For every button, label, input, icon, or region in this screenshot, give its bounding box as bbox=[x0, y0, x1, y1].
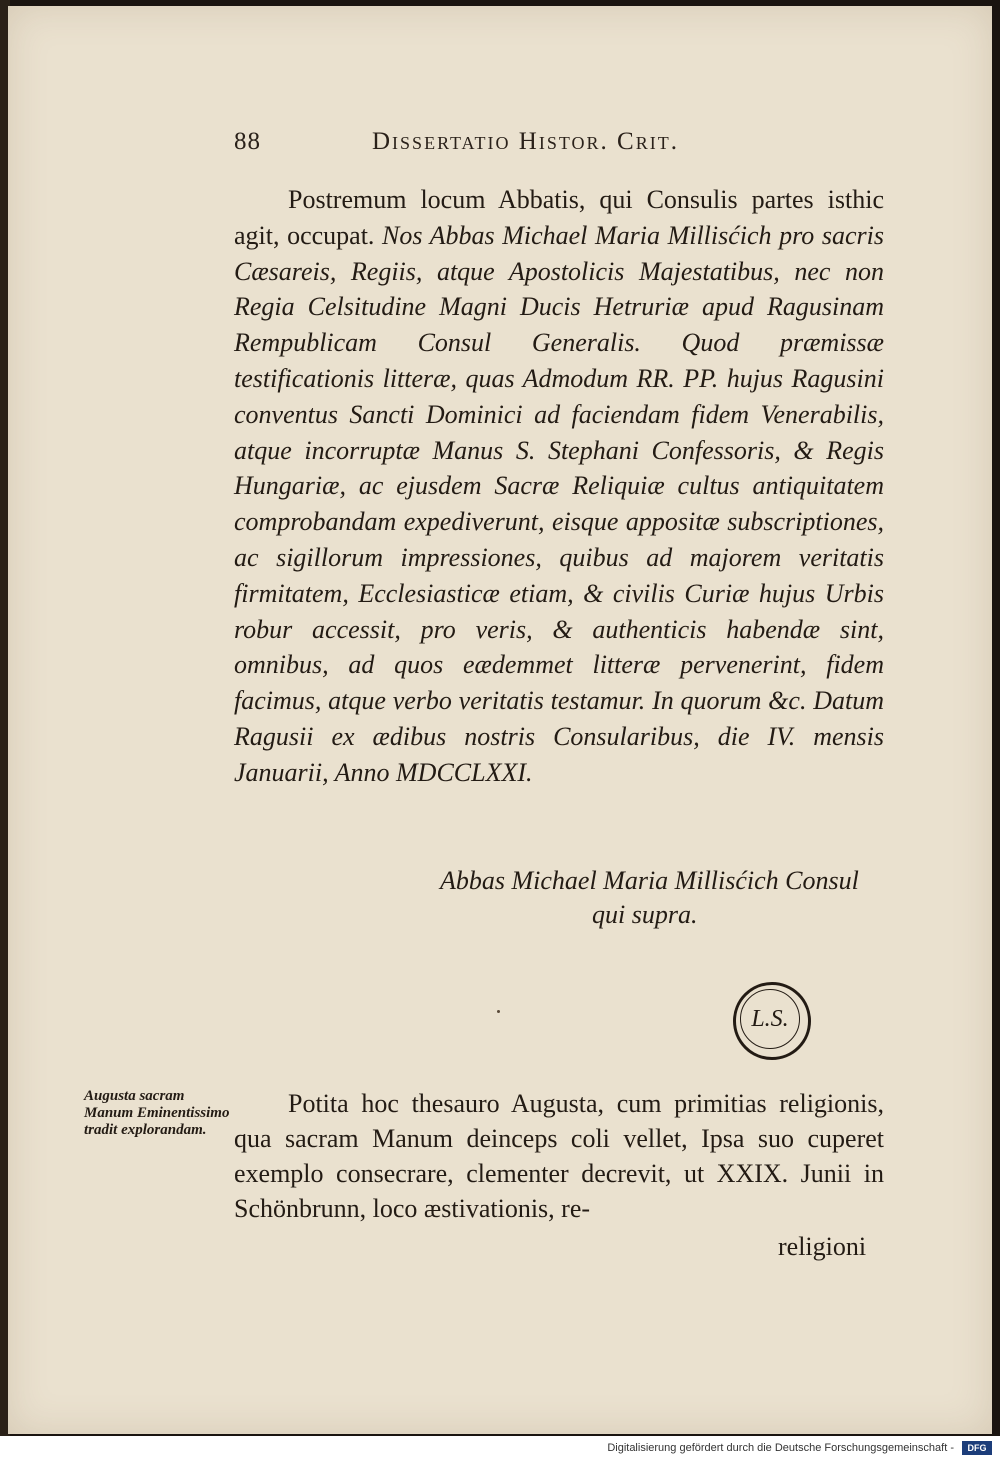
signature-line-2: qui supra. bbox=[592, 900, 698, 929]
seal-label: L.S. bbox=[740, 989, 800, 1049]
dfg-logo: DFG bbox=[962, 1441, 992, 1455]
footer-credit: Digitalisierung gefördert durch die Deutsche Forschungsgemeinschaft - bbox=[607, 1442, 954, 1454]
paragraph-narrative: Potita hoc thesauro Augusta, cum primitias religionis, qua sacram Manum deinceps coli vellet, Ipsa suo cuperet exemplo consecrare, clementer decrevit, ut XXIX. Junii in Schönbrunn, loco æstivationis, re- bbox=[234, 1089, 884, 1223]
paragraph-roman-text: Postremum locum Abbatis, qui Consulis partes isthic agit, occupat. bbox=[234, 185, 884, 250]
catchword: religioni bbox=[778, 1232, 867, 1261]
ink-speck bbox=[497, 1010, 500, 1013]
signature-block bbox=[440, 864, 900, 932]
paragraph-certificate bbox=[234, 182, 884, 791]
margin-note: Augusta sacram Manum Eminentissimo tradit explorandam. bbox=[84, 1088, 230, 1138]
paragraph-italic-text: Nos Abbas Michael Maria Millisćich pro sacris Cæsareis, Regiis, atque Apostolicis Majestatibus, nec non Regia Celsitudine Magni Ducis Hetruriæ apud Ragusinam Rempublicam Consul Generalis. Quod præmissæ testificationis litteræ, quas Admodum RR. PP. hujus Ragusini conventus Sancti Dominici ad faciendam fidem Venerabilis, atque incorruptæ Manus S. Stephani Confessoris, & Regis Hungariæ, ac ejusdem Sacræ Reliquiæ cultus antiquitatem comprobandam expediverunt, eisque appositæ subscriptiones, ac sigillorum impressiones, quibus ad majorem veritatis firmitatem, Ecclesiasticæ etiam, & civilis Curiæ hujus Urbis robur accessit, pro veris, & authenticis habendæ sint, omnibus, ad quos eædemmet litteræ pervenerint, fidem facimus, atque verbo veritatis testamur. In quorum &c. Datum Ragusii ex ædibus nostris Consularibus, die IV. mensis Januarii, Anno MDCCLXXI. bbox=[234, 220, 885, 787]
running-title: Dissertatio Histor. Crit. bbox=[372, 128, 679, 155]
seal-stamp bbox=[733, 982, 811, 1060]
page-number: 88 bbox=[234, 128, 261, 155]
signature-line-1: Abbas Michael Maria Millisćich Consul bbox=[440, 866, 859, 895]
